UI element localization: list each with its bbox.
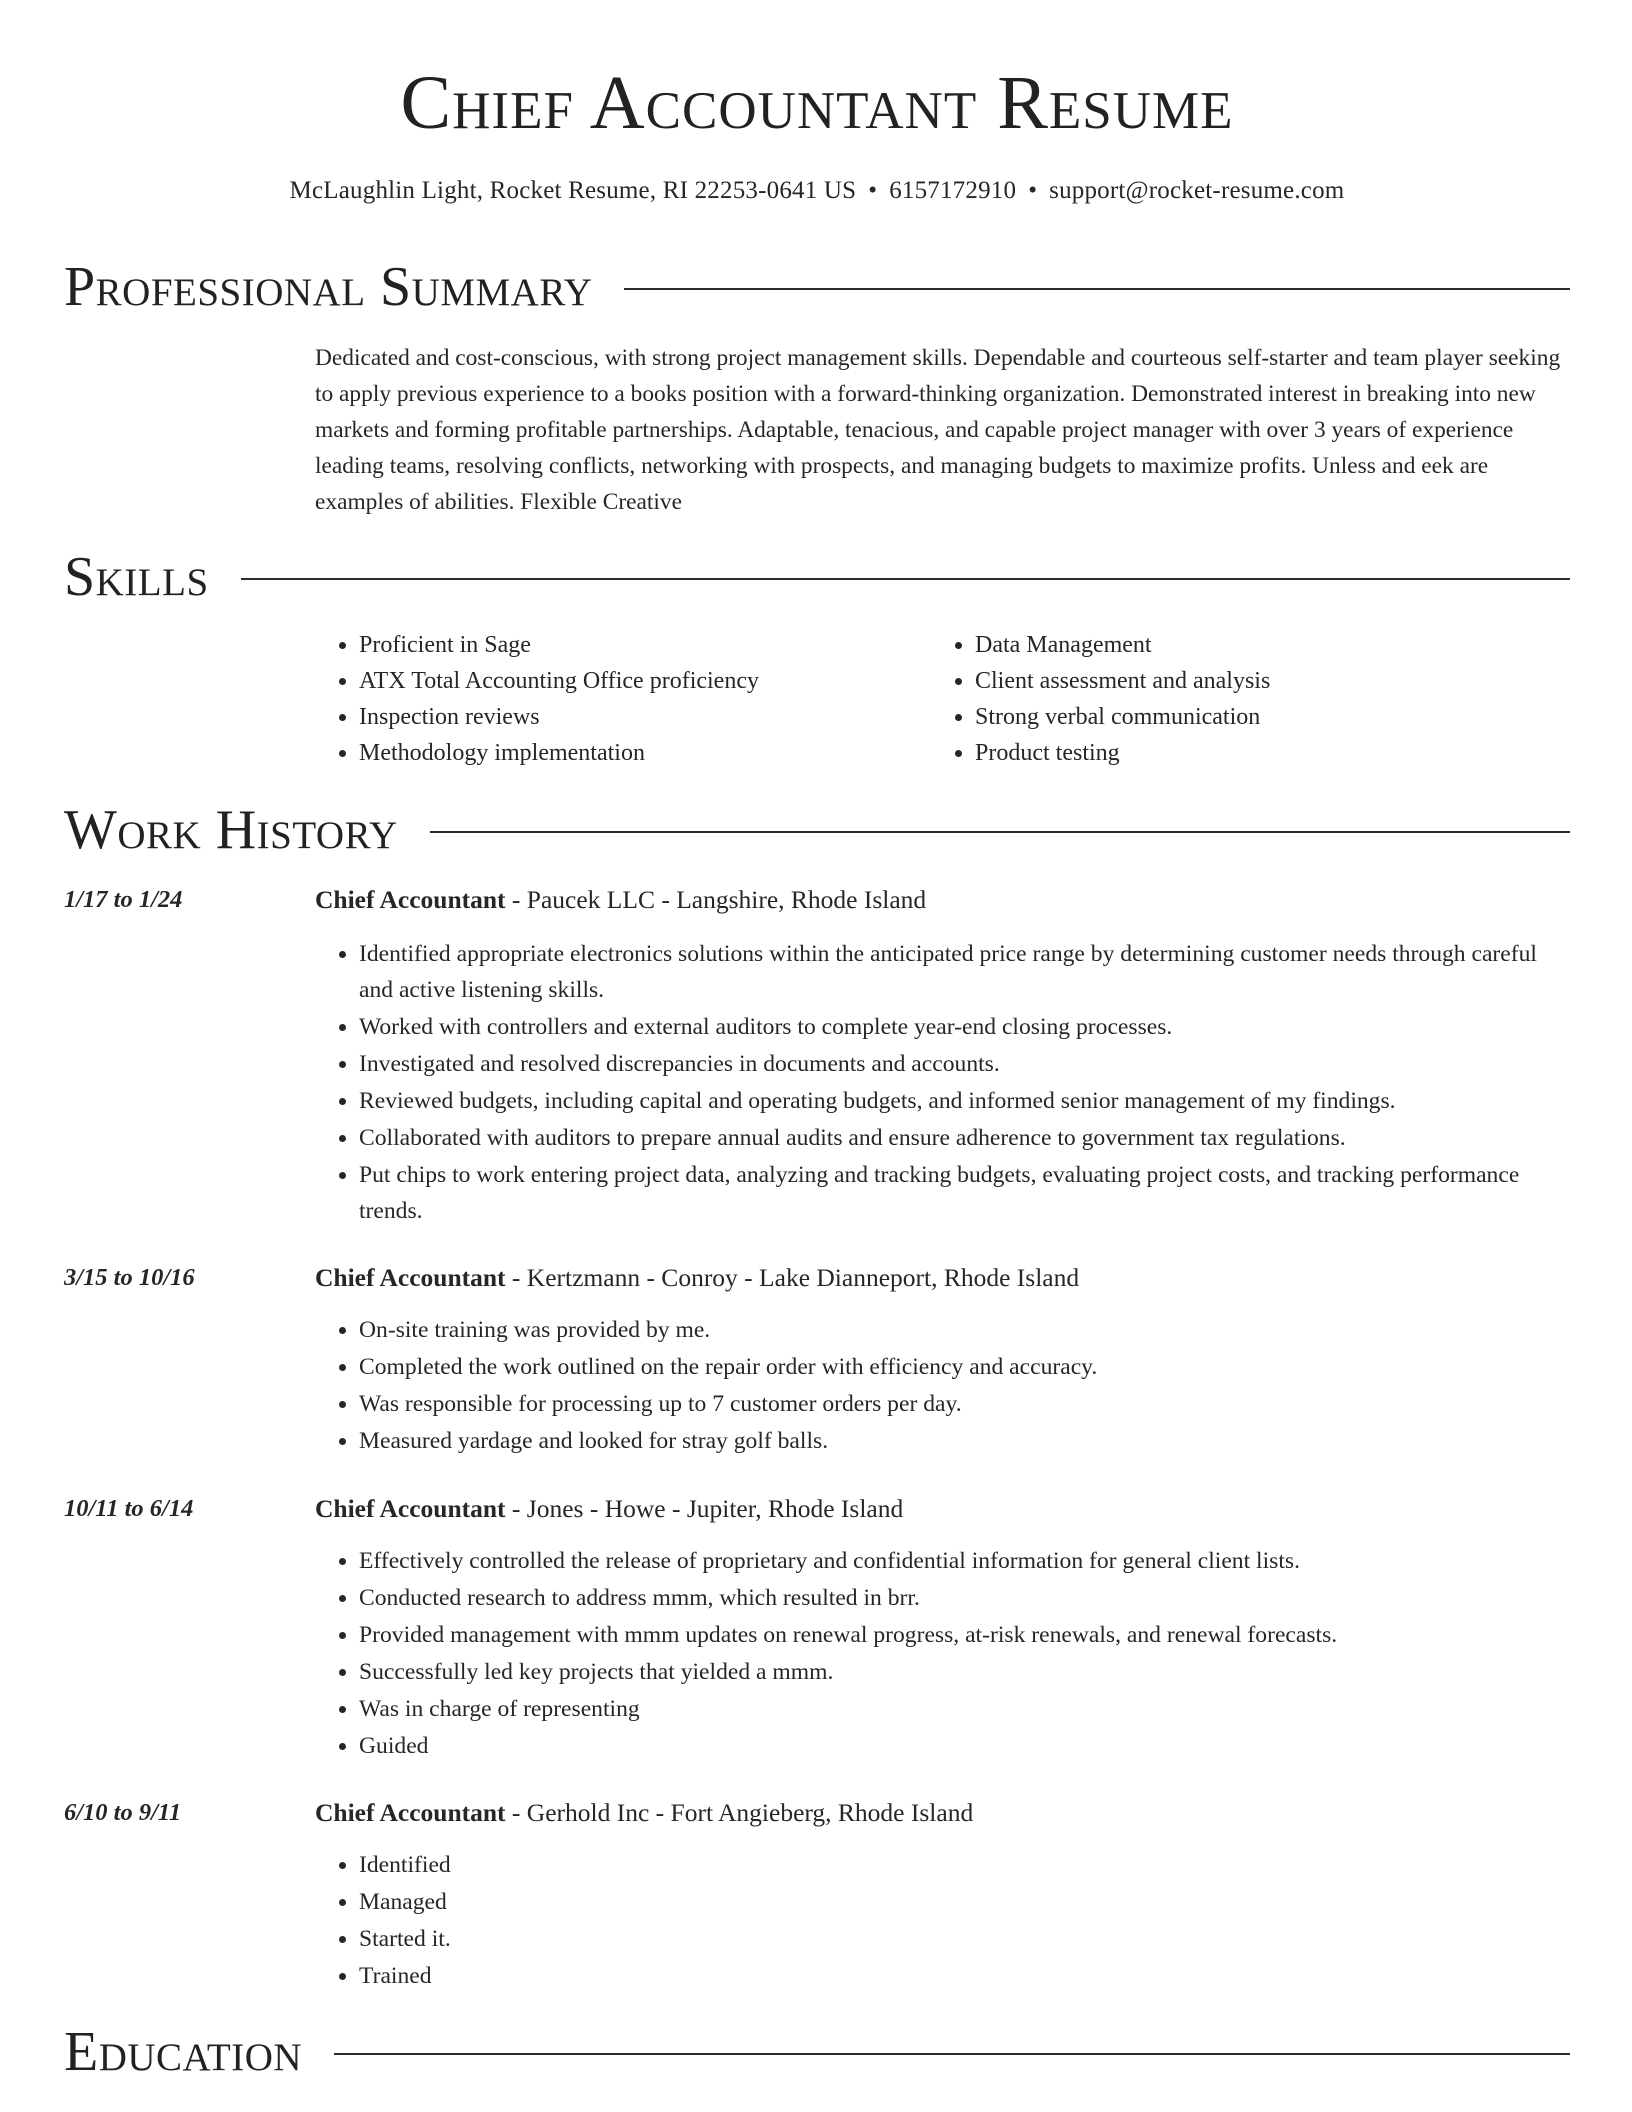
job-dates: 1/17 to 1/24: [64, 886, 183, 913]
job-title: Chief Accountant: [315, 885, 506, 914]
skill-item: • Proficient in Sage: [359, 627, 759, 663]
contact-address: McLaughlin Light, Rocket Resume, RI 22253-0641 US: [289, 177, 857, 204]
job-bullet: • Managed: [359, 1884, 1570, 1920]
job-bullet: • Was responsible for processing up to 7 customer orders per day.: [359, 1386, 1570, 1422]
contact-separator: •: [1028, 177, 1038, 204]
job-bullet: • Reviewed budgets, including capital and operating budgets, and informed senior management of my findings.: [359, 1083, 1570, 1119]
section-title-education: Education: [64, 2021, 303, 2083]
job-bullet: • Conducted research to address mmm, which resulted in brr.: [359, 1580, 1570, 1616]
job-bullet: • Identified: [359, 1847, 1570, 1883]
job-dates: 3/15 to 10/16: [64, 1264, 195, 1291]
job-employer-location: - Paucek LLC - Langshire, Rhode Island: [505, 885, 927, 914]
job-bullet: • Collaborated with auditors to prepare annual audits and ensure adherence to government tax regulations.: [359, 1120, 1570, 1156]
section-title-skills: Skills: [64, 546, 209, 608]
job-title: Chief Accountant: [315, 1263, 506, 1292]
skill-item: • Methodology implementation: [359, 735, 759, 771]
skill-item: • Data Management: [975, 627, 1270, 663]
job-bullet: • Started it.: [359, 1921, 1570, 1957]
section-header-summary: [64, 255, 1570, 319]
job-header: [315, 1491, 903, 1527]
job-bullet: • Investigated and resolved discrepancies in documents and accounts.: [359, 1046, 1570, 1082]
job-bullets: [315, 1312, 1570, 1460]
summary-text: Dedicated and cost-conscious, with strong project management skills. Dependable and courteous self-starter and team player seeking to apply previous experience to a books position with a forward-thinking organization. Demonstrated interest in breaking into new markets and forming profitable partnerships. Adaptable, tenacious, and capable project manager with over 3 years of experience leading teams, resolving conflicts, networking with prospects, and managing budgets to maximize profits. Unless and eek are examples of abilities. Flexible Creative: [315, 345, 1561, 515]
section-header-skills: [64, 545, 1570, 609]
job-bullet: • Successfully led key projects that yielded a mmm.: [359, 1654, 1570, 1690]
section-header-education: [64, 2020, 1570, 2084]
section-header-work-history: [64, 798, 1570, 862]
job-dates: 6/10 to 9/11: [64, 1799, 182, 1826]
resume-title: Chief Accountant Resume: [400, 61, 1234, 145]
job-header: [315, 882, 926, 918]
job-bullet: • Was in charge of representing: [359, 1691, 1570, 1727]
section-divider: [624, 288, 1570, 290]
contact-phone: 6157172910: [889, 177, 1017, 204]
skill-item: • Strong verbal communication: [975, 699, 1270, 735]
job-bullet: • Effectively controlled the release of proprietary and confidential information for general client lists.: [359, 1543, 1570, 1579]
job-bullets: [315, 1543, 1570, 1765]
skill-item: • Product testing: [975, 735, 1270, 771]
job-bullet: • Guided: [359, 1728, 1570, 1764]
skill-item: • ATX Total Accounting Office proficiency: [359, 663, 759, 699]
contact-line: [64, 176, 1570, 206]
job-employer-location: - Kertzmann - Conroy - Lake Dianneport, Rhode Island: [505, 1263, 1080, 1292]
job-employer-location: - Jones - Howe - Jupiter, Rhode Island: [505, 1494, 904, 1523]
job-dates: 10/11 to 6/14: [64, 1495, 194, 1522]
job-bullet: • Measured yardage and looked for stray golf balls.: [359, 1423, 1570, 1459]
section-divider: [241, 578, 1570, 580]
section-divider: [430, 831, 1570, 833]
job-bullet: • Identified appropriate electronics solutions within the anticipated price range by determining customer needs through careful and active listening skills.: [359, 936, 1570, 1008]
job-bullet: • Trained: [359, 1958, 1570, 1994]
skill-item: • Client assessment and analysis: [975, 663, 1270, 699]
section-divider: [334, 2053, 1570, 2055]
job-header: [315, 1260, 1079, 1296]
job-bullets: [315, 936, 1570, 1230]
contact-email[interactable]: support@rocket-resume.com: [1049, 177, 1345, 204]
skills-list-left: [315, 627, 759, 771]
section-title-summary: Professional Summary: [64, 256, 593, 318]
skill-item: • Inspection reviews: [359, 699, 759, 735]
job-employer-location: - Gerhold Inc - Fort Angieberg, Rhode Island: [505, 1798, 974, 1827]
job-bullet: • Worked with controllers and external auditors to complete year-end closing processes.: [359, 1009, 1570, 1045]
job-title: Chief Accountant: [315, 1798, 506, 1827]
job-bullet: • On-site training was provided by me.: [359, 1312, 1570, 1348]
job-header: [315, 1795, 973, 1831]
job-bullet: • Completed the work outlined on the repair order with efficiency and accuracy.: [359, 1349, 1570, 1385]
skills-list-right: [931, 627, 1270, 771]
job-bullet: • Provided management with mmm updates on renewal progress, at-risk renewals, and renewal forecasts.: [359, 1617, 1570, 1653]
contact-separator: •: [868, 177, 878, 204]
job-title: Chief Accountant: [315, 1494, 506, 1523]
job-bullets: [315, 1847, 1570, 1995]
section-title-work-history: Work History: [64, 799, 398, 861]
job-bullet: • Put chips to work entering project data, analyzing and tracking budgets, evaluating project costs, and tracking performance trends.: [359, 1157, 1570, 1229]
